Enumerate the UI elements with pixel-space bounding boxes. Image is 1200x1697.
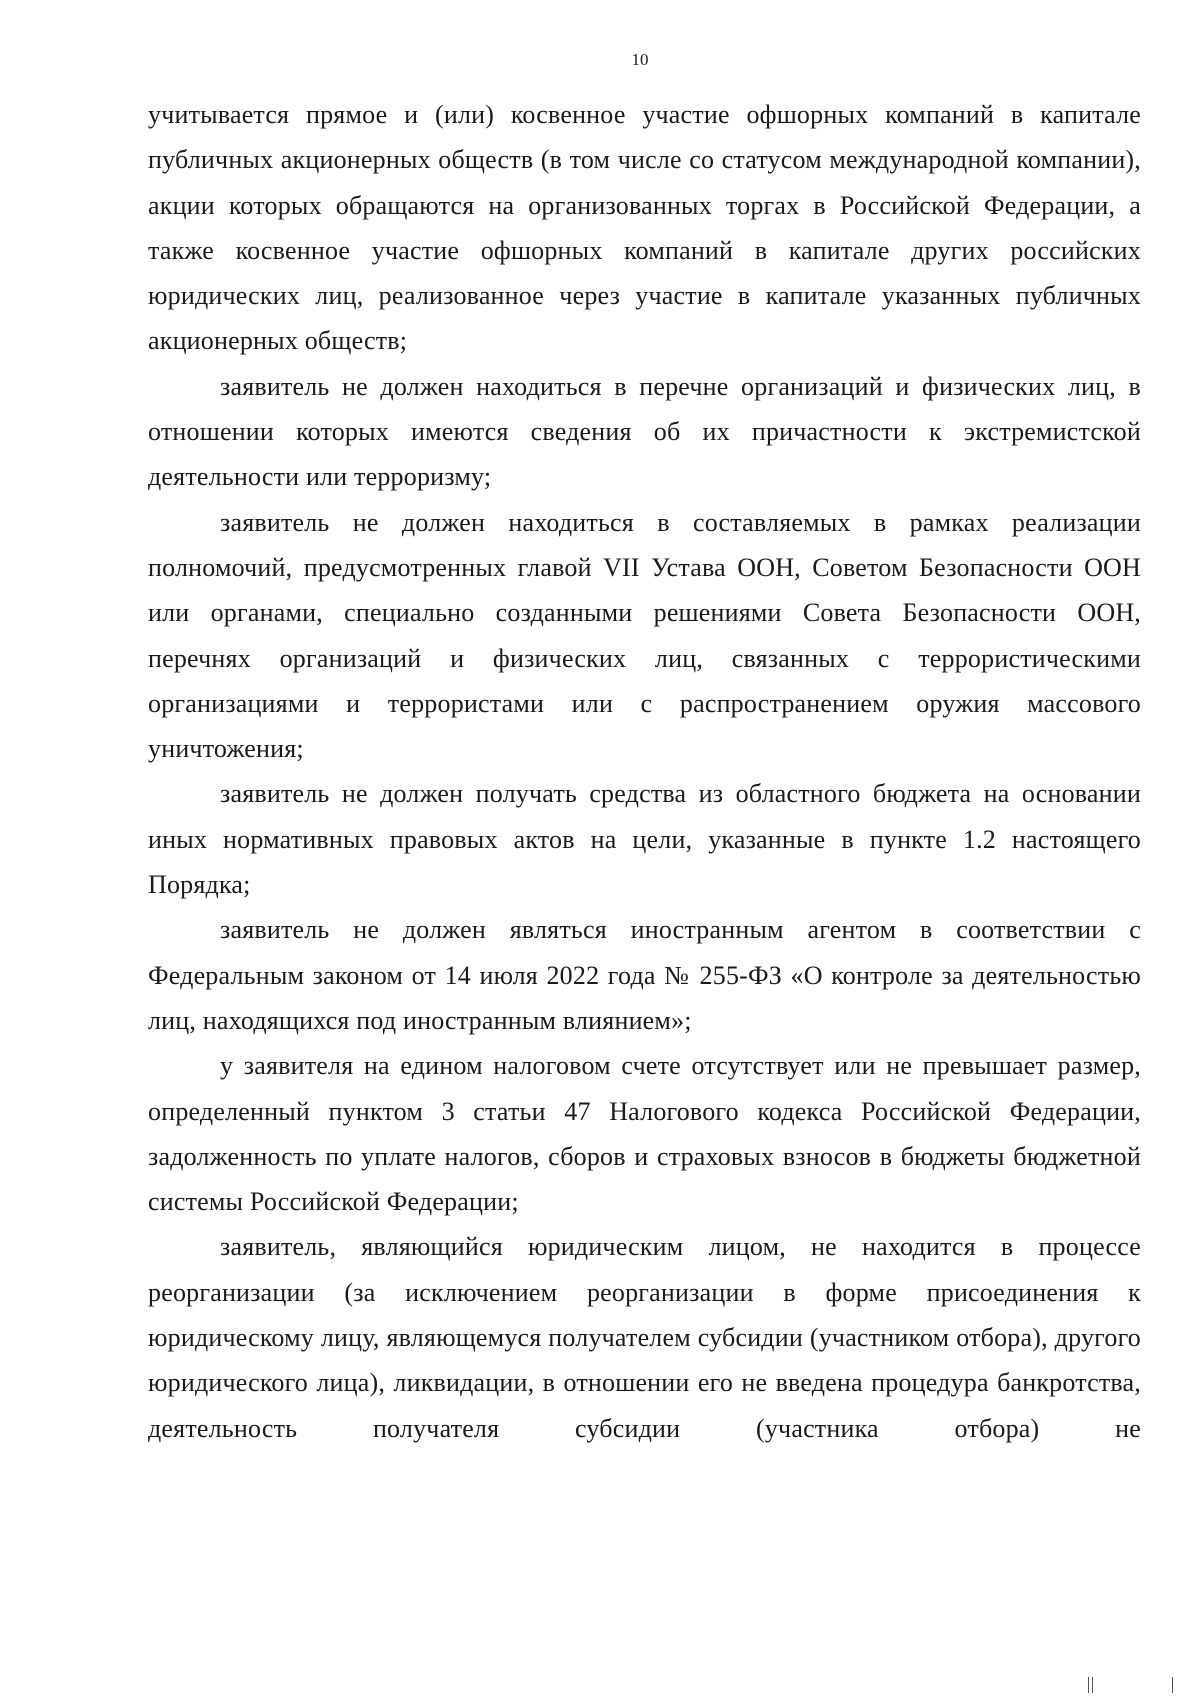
paragraph-foreign-agent: заявитель не должен являться иностранным агентом в соответствии с Федеральным законом от 14 июля 2022 года № 255-ФЗ «О контроле за деятельностью лиц, находящихся под иностранным влиянием»;	[148, 915, 1141, 1035]
document-body	[148, 92, 1141, 1451]
paragraph-tax-debt: у заявителя на едином налоговом счете отсутствует или не превышает размер, определенный пунктом 3 статьи 47 Налогового кодекса Российской Федерации, задолженность по уплате налогов, сборов и страховых взносов в бюджеты бюджетной системы Российской Федерации;	[148, 1051, 1141, 1217]
scan-artifact-mark	[1092, 1677, 1093, 1693]
paragraph-un-sanctions-list: заявитель не должен находиться в составляемых в рамках реализации полномочий, предусмотренных главой VII Устава ООН, Советом Безопасности ООН или органами, специально созданными решениями Совета Безопасности ООН, перечнях организаций и физических лиц, связанных с террористическими организациями и террористами или с распространением оружия массового уничтожения;	[148, 507, 1141, 764]
paragraph-extremism-list: заявитель не должен находиться в перечне организаций и физических лиц, в отношении которых имеются сведения об их причастности к экстремистской деятельности или терроризму;	[148, 371, 1141, 492]
page-number: 10	[631, 50, 649, 69]
scan-artifact-mark	[1172, 1677, 1173, 1693]
paragraph-reorganization-status: заявитель, являющийся юридическим лицом, не находится в процессе реорганизации (за исключением реорганизации в форме присоединения к юридическому лицу, являющемуся получателем субсидии (участником отбора), другого юридического лица), ликвидации, в отношении его не введена процедура банкротства, деятельность получателя субсидии (участника отбора) не	[148, 1232, 1141, 1443]
paragraph-offshore-participation: учитывается прямое и (или) косвенное участие офшорных компаний в капитале публичных акционерных обществ (в том числе со статусом международной компании), акции которых обращаются на организованных торгах в Российской Федерации, а также косвенное участие офшорных компаний в капитале других российских юридических лиц, реализованное через участие в капитале указанных публичных акционерных обществ;	[148, 100, 1141, 356]
paragraph-regional-budget-funds: заявитель не должен получать средства из областного бюджета на основании иных нормативных правовых актов на цели, указанные в пункте 1.2 настоящего Порядка;	[148, 779, 1141, 900]
scan-artifact-mark	[1088, 1677, 1089, 1693]
